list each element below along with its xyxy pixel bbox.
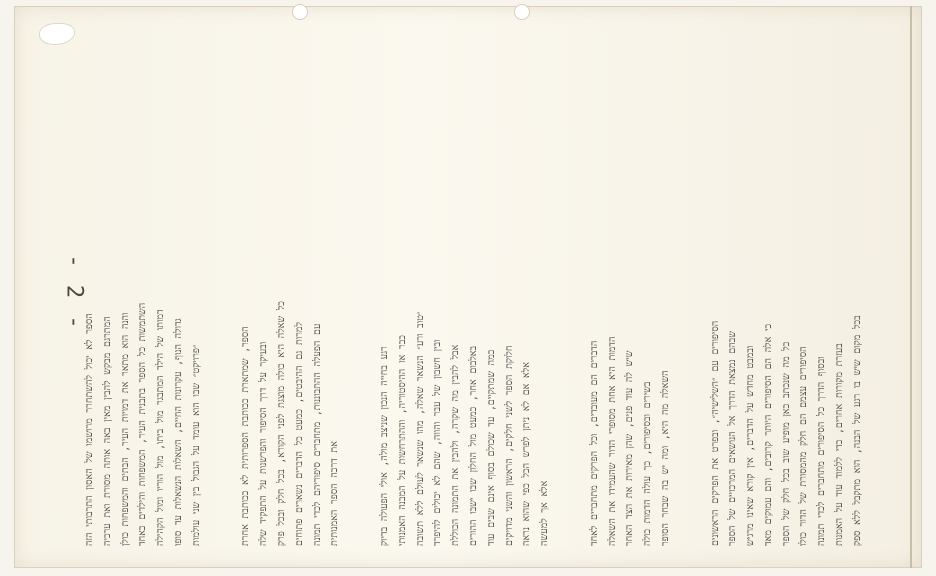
text-line: אבל להבין מה שקרה, ולהבין את התמונה הכוללת <box>450 344 462 546</box>
text-line: השתמשות כל הספר בתבנית העיר, המשפחות והילדים כאחד <box>137 302 149 546</box>
text-line: הסיפורים עם ״השלישיה״, ובפרט את הפרקים הראשונים <box>709 320 721 546</box>
text-line: את דרכה הספר האמנותית <box>329 441 341 546</box>
text-line: הדמות היא אחת מסופרי הדור שהעמידו את השאלה <box>606 336 618 546</box>
text-line: אלא אך למעשה <box>539 480 551 546</box>
text-line: דמותו של הילד המתבגר מול ביתו, מול הוריו ומול הקהילה <box>155 309 167 546</box>
text-line: שבהם נמצאת הדרך אל הנושאים המרכזיים של הספר <box>727 331 739 546</box>
text-line: רגע בחייה הנכון שניצב מולה, אולי הפעולה בדיוק <box>378 346 390 546</box>
page-number: - 2 - <box>61 254 87 331</box>
paragraph-gap <box>209 58 235 546</box>
paragraph-gap <box>347 58 373 546</box>
text-line: ״טוב ורע״ הנשאר שאלה, מהו שנשאר לעולם ללא תשובה <box>414 311 426 546</box>
text-line: כל שאלה היא כולה מוצגת לפני הקורא, בכל חלק ובכל פרק <box>275 301 287 546</box>
punch-hole-icon <box>292 4 308 20</box>
text-line: והנה הוא מתאר את דמויות העיר, הבתים והמשפחות כולן <box>119 312 131 546</box>
typed-text-block <box>84 58 864 546</box>
punch-hole-icon <box>514 4 530 20</box>
text-line: חלוקת הספר לשני חלקים, הראשון והשני מדויקים <box>503 345 515 546</box>
text-line: אלא אם לא ניתן לפרש הכל כפי שהוא נראה <box>521 362 533 546</box>
text-line: ״פרויקט״ שבו הוא עומד על הגבול בין שני עולמות <box>190 344 202 546</box>
text-line: כי אלה הם הסיפורים היותר קרובים, והם עמוקים מאד <box>762 323 774 546</box>
text-line: ובמבט מחדש על הדברים, אין קורא שאינו מרגיש <box>745 345 757 546</box>
text-line: כל מה שנכתב כאן מופיע שוב בכל חלק של הספר <box>780 341 792 546</box>
text-line: למרות גם ההיבטים, כמעט כל הדברים נשארים פתוחים <box>293 322 305 546</box>
text-line: הסיפורים עצמם הם חלק מהמסורת של הדור כולו <box>798 346 810 546</box>
text-line: גדולה הנוף, עקרונות החיים, השאלות הנשאלות עד סופו <box>172 318 184 546</box>
text-line: בשירים ובסיפורים, כך עולה הדמות כולה <box>642 381 654 546</box>
text-line: עם הפעלה ההתבוננות, מתחברים סיפוריהם לכדי תמונה <box>311 323 323 546</box>
paragraph-gap <box>678 58 704 546</box>
text-line: כבר אז ההיסטוריה, וההתרחשות על המבנה האמנותי <box>396 335 408 546</box>
text-line: כמה שמתקיים, עד שכולם בסוף אינם שבים עוד <box>485 349 497 546</box>
text-line: בעזרת מקורות אחרים, כדי ללמוד עוד על האמנות <box>834 343 846 546</box>
text-line: הספר, שמתארת ככותבת הספרותית לא ככותבת אחרת <box>240 326 252 546</box>
text-line: הספר לא יכול להשתחרר מרושמו של האסון התרבותי הזה <box>84 313 95 546</box>
text-line: באלבום אחר, כמעט מול החלון שבו ישבו ההורים <box>467 345 479 546</box>
paper-edge <box>910 6 912 568</box>
text-line: ובסוף הדרך כל הסיפורים מתחברים לכדי תמונה <box>816 356 828 546</box>
text-line: שיש לה עוד פנים, שהן מאירות את הצד האחר <box>624 350 636 546</box>
paragraph-gap <box>557 58 583 546</box>
text-line: בכל מקום שיש בו רגע של הבנה, הוא מתקבל ללא ספק <box>851 315 863 546</box>
text-line: המתרגם מבקש להבין מאין באה אותה מסורת ואת ערכיה <box>101 316 113 546</box>
text-line: השאלה מה היא, ומה יש בה שבחר הסופר <box>659 370 671 546</box>
text-line: הדברים הם מעובדים, וכל הפרקים מתחברים לאחד <box>588 340 600 546</box>
text-line: ובעיקר על דרך הסיפור והפרשנות על התפקיד שלה <box>258 341 270 546</box>
text-line: ובין חשבון של עבר והווה, שהם לא יכולים להיפרד <box>432 339 444 546</box>
